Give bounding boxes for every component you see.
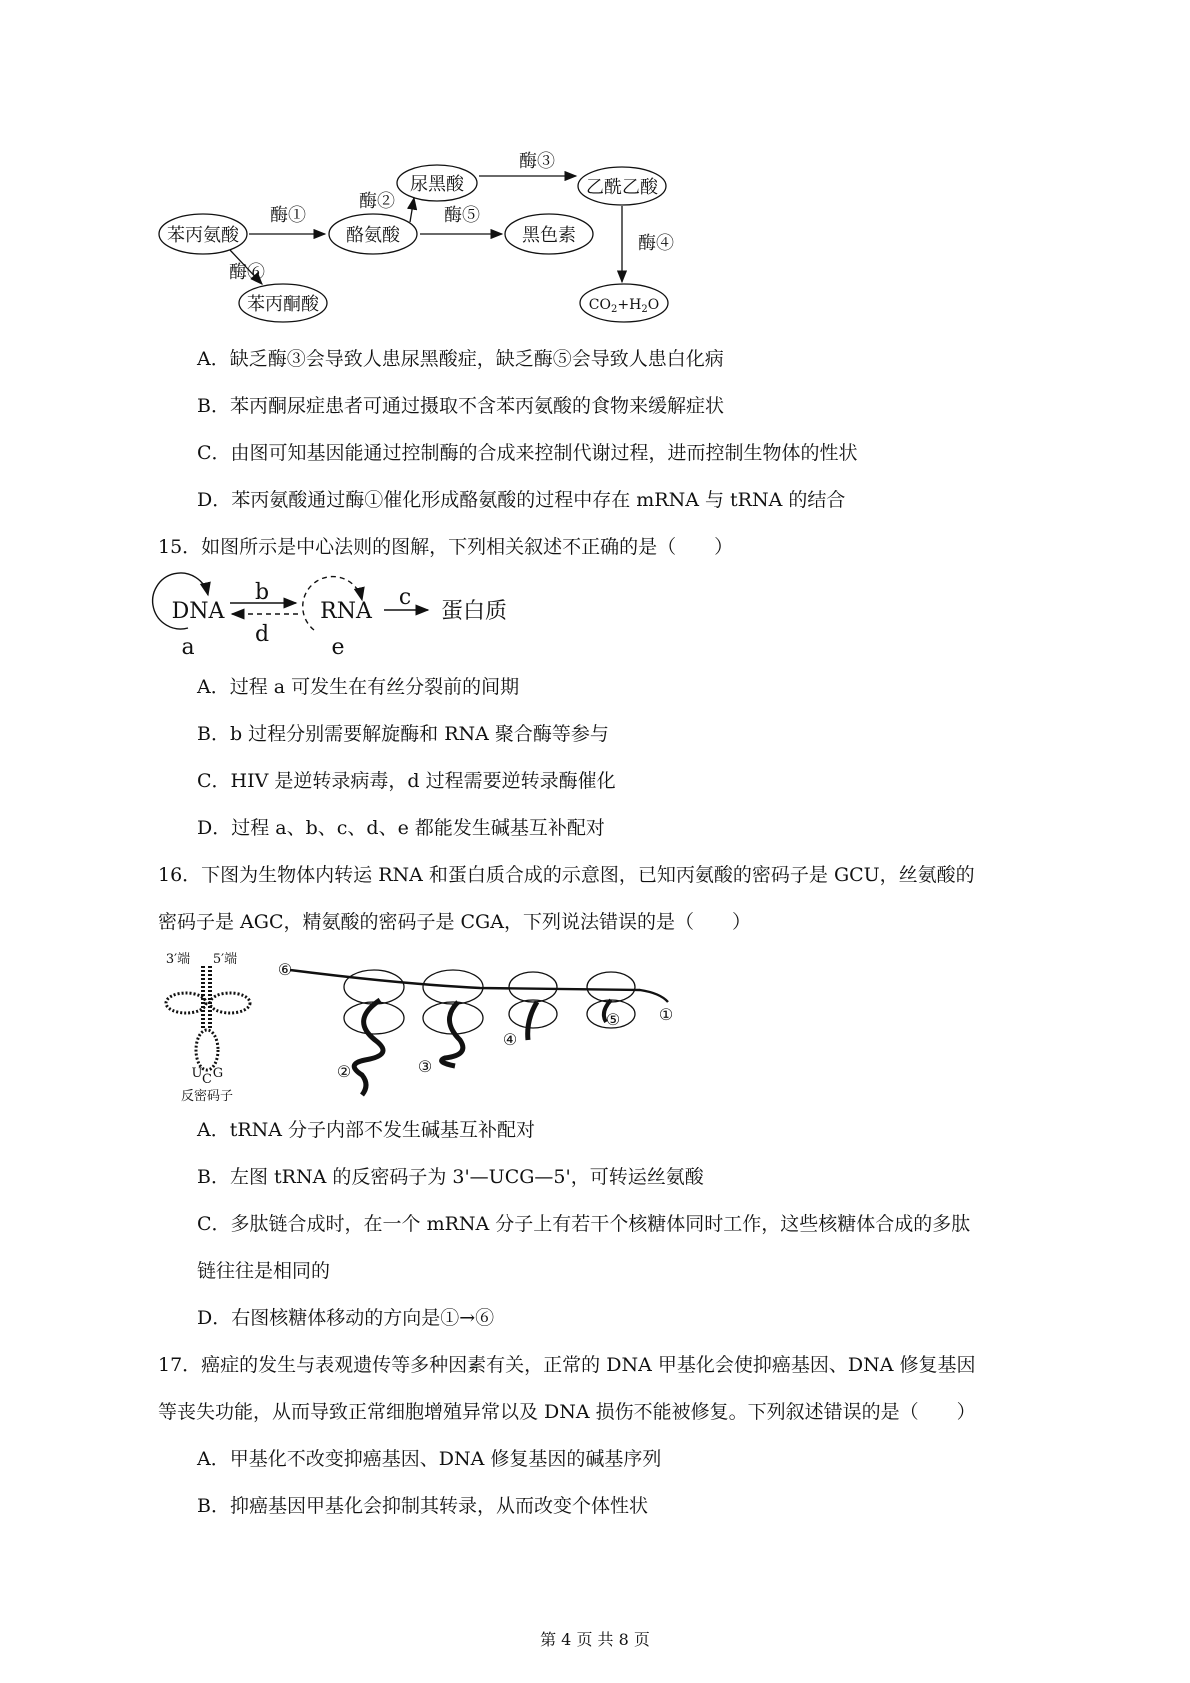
q15-stem: 15．如图所示是中心法则的图解，下列相关叙述不正确的是（ ） [158,536,734,558]
dna-label: DNA [171,599,225,624]
q17-option-a: A．甲基化不改变抑癌基因、DNA 修复基因的碱基序列 [197,1448,662,1470]
enzyme-1-label: 酶① [270,205,306,226]
q16-stem-line1: 16．下图为生物体内转运 RNA 和蛋白质合成的示意图，已知丙氨酸的密码子是 GCU，丝氨酸的 [158,864,975,886]
q16-option-d: D．右图核糖体移动的方向是①→⑥ [197,1307,495,1329]
process-a-label: a [181,635,195,660]
q17-option-b: B．抑癌基因甲基化会抑制其转录，从而改变个体性状 [197,1495,648,1517]
trna-ribosome-diagram [0,940,1190,1104]
node-tyrosine: 酪氨酸 [346,225,400,246]
trna-3-end-label: 3′端 [165,952,191,967]
process-d-label: d [254,622,270,647]
q15-option-a: A．过程 a 可发生在有丝分裂前的间期 [197,676,520,698]
q14-option-a: A．缺乏酶③会导致人患尿黑酸症，缺乏酶⑤会导致人患白化病 [197,348,724,370]
anticodon-c: C [202,1072,212,1087]
central-dogma-diagram [0,570,1190,660]
q14-option-d: D．苯丙氨酸通过酶①催化形成酪氨酸的过程中存在 mRNA 与 tRNA 的结合 [197,489,846,511]
q16-option-b: B．左图 tRNA 的反密码子为 3'—UCG—5'，可转运丝氨酸 [197,1166,704,1188]
q14-option-c: C．由图可知基因能通过控制酶的合成来控制代谢过程，进而控制生物体的性状 [197,442,858,464]
enzyme-2-label: 酶② [359,191,395,212]
node-co2-h2o: $CO_2+H_2O$ [588,297,660,315]
node-melanin: 黑色素 [522,225,576,246]
anticodon-label: 反密码子 [180,1089,234,1104]
process-e-label: e [331,635,345,660]
node-phenylpyruvic-acid: 苯丙酮酸 [247,294,319,315]
trna-structure [166,966,250,1070]
process-c-label: c [398,585,412,610]
q17-stem-line2: 等丧失功能，从而导致正常细胞增殖异常以及 DNA 损伤不能被修复。下列叙述错误的是（ ） [158,1401,976,1423]
label-6: ⑥ [277,960,293,979]
q16-option-c-line2: 链往往是相同的 [197,1260,331,1282]
enzyme-6-label: 酶⑥ [229,262,265,283]
enzyme-4-label: 酶④ [638,233,674,254]
label-5: ⑤ [605,1010,621,1029]
enzyme-5-label: 酶⑤ [444,205,480,226]
q17-stem-line1: 17．癌症的发生与表观遗传等多种因素有关，正常的 DNA 甲基化会使抑癌基因、DNA 修复基因 [158,1354,976,1376]
protein-label: 蛋白质 [440,599,508,624]
anticodon-g: G [212,1066,224,1081]
q15-option-b: B．b 过程分别需要解旋酶和 RNA 聚合酶等参与 [197,723,609,745]
label-2: ② [336,1062,352,1081]
enzyme-3-label: 酶③ [519,151,555,172]
page-footer: 第 4 页 共 8 页 [540,1630,650,1649]
trna-5-end-label: 5′端 [212,952,238,967]
q16-stem-line2: 密码子是 AGC，精氨酸的密码子是 CGA，下列说法错误的是（ ） [158,911,751,933]
process-b-label: b [254,580,270,605]
label-4: ④ [502,1030,518,1049]
node-acetoacetic-acid: 乙酰乙酸 [586,177,658,198]
node-phenylalanine: 苯丙氨酸 [167,225,239,246]
q14-option-b: B．苯丙酮尿症患者可通过摄取不含苯丙氨酸的食物来缓解症状 [197,395,724,417]
q15-option-d: D．过程 a、b、c、d、e 都能发生碱基互补配对 [197,817,605,839]
metabolic-pathway-diagram [0,0,1190,330]
q16-option-a: A．tRNA 分子内部不发生碱基互补配对 [197,1119,536,1141]
q16-option-c-line1: C．多肽链合成时，在一个 mRNA 分子上有若干个核糖体同时工作，这些核糖体合成的多肽 [197,1213,971,1235]
q15-option-c: C．HIV 是逆转录病毒，d 过程需要逆转录酶催化 [197,770,616,792]
anticodon-u: U [191,1066,203,1081]
node-homogentisic-acid: 尿黑酸 [410,174,464,195]
label-3: ③ [417,1057,433,1076]
label-1: ① [658,1005,674,1024]
rna-label: RNA [320,599,372,624]
